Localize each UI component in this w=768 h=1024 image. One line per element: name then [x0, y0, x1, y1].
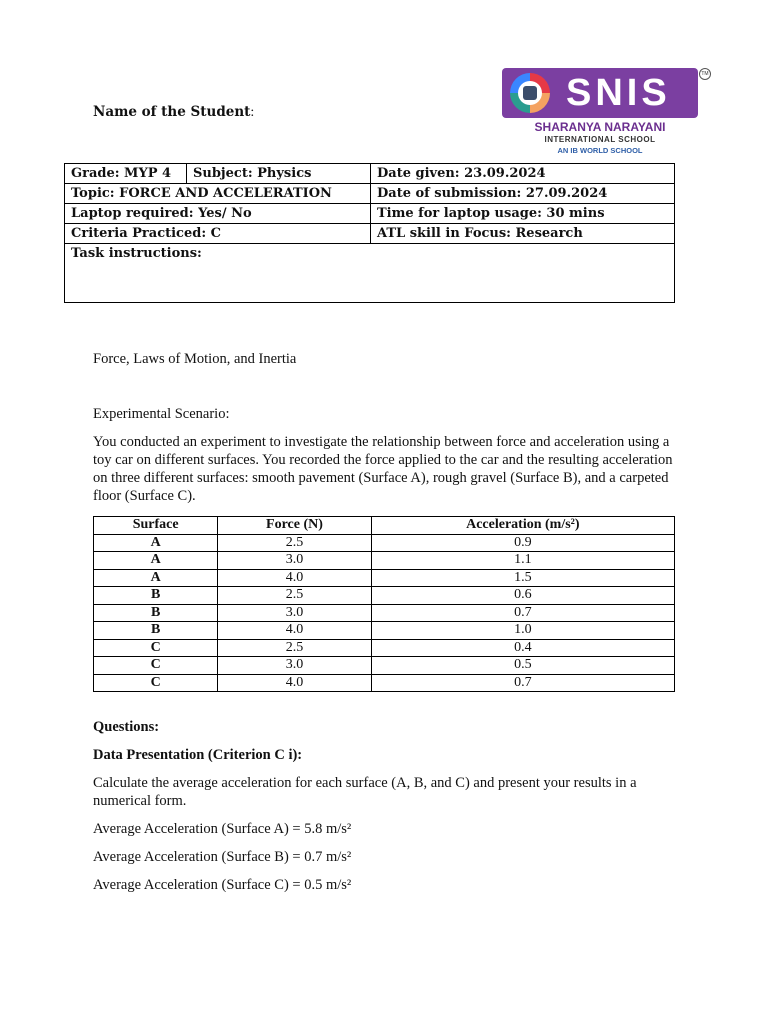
logo-trademark: TM — [699, 68, 711, 80]
surface-cell: B — [94, 587, 218, 605]
table-row — [94, 674, 675, 692]
task-instructions-cell: Task instructions: — [65, 244, 675, 303]
grade-cell: Grade: MYP 4 — [65, 164, 187, 184]
question-text: Calculate the average acceleration for each surface (A, B, and C) and present your results in a numerical form. — [93, 775, 637, 809]
scenario-label: Experimental Scenario: — [93, 406, 230, 422]
header-force: Force (N) — [218, 517, 371, 535]
acceleration-cell: 1.0 — [371, 622, 674, 640]
section-heading: Force, Laws of Motion, and Inertia — [93, 351, 297, 367]
logo-line3: AN IB WORLD SCHOOL — [557, 146, 643, 155]
force-cell: 2.5 — [218, 534, 371, 552]
date-submission-cell: Date of submission: 27.09.2024 — [371, 184, 675, 204]
surface-cell: B — [94, 604, 218, 622]
acceleration-cell: 0.7 — [371, 604, 674, 622]
acceleration-cell: 0.7 — [371, 674, 674, 692]
acceleration-cell: 1.1 — [371, 552, 674, 570]
logo-name: SNIS — [566, 72, 671, 114]
acceleration-cell: 1.5 — [371, 569, 674, 587]
acceleration-cell: 0.6 — [371, 587, 674, 605]
scenario-paragraph: You conducted an experiment to investigate the relationship between force and acceleration using a toy car on different surfaces. You recorded the force applied to the car and the resulting acceleration on three different surfaces: smooth pavement (Surface A), rough gravel (Surface B), and a carpeted floor (Surface C). — [93, 434, 673, 504]
force-cell: 3.0 — [218, 604, 371, 622]
laptop-time-cell: Time for laptop usage: 30 mins — [371, 204, 675, 224]
force-cell: 3.0 — [218, 552, 371, 570]
date-given-cell: Date given: 23.09.2024 — [371, 164, 675, 184]
force-cell: 4.0 — [218, 622, 371, 640]
force-cell: 4.0 — [218, 569, 371, 587]
acceleration-cell: 0.5 — [371, 657, 674, 675]
criterion-label: Data Presentation (Criterion C i): — [93, 747, 303, 763]
atl-cell: ATL skill in Focus: Research — [371, 224, 675, 244]
force-cell: 3.0 — [218, 657, 371, 675]
header-surface: Surface — [94, 517, 218, 535]
surface-cell: C — [94, 639, 218, 657]
surface-cell: A — [94, 569, 218, 587]
table-row — [94, 534, 675, 552]
assignment-info-table — [64, 163, 675, 303]
acceleration-cell: 0.9 — [371, 534, 674, 552]
student-name-colon: : — [250, 105, 255, 120]
header-acceleration: Acceleration (m/s²) — [371, 517, 674, 535]
force-cell: 4.0 — [218, 674, 371, 692]
logo-line1: SHARANYA NARAYANI — [534, 120, 666, 134]
topic-cell: Topic: FORCE AND ACCELERATION — [65, 184, 371, 204]
logo-banner — [502, 68, 698, 118]
surface-cell: B — [94, 622, 218, 640]
table-row — [94, 552, 675, 570]
table-row — [94, 569, 675, 587]
force-cell: 2.5 — [218, 639, 371, 657]
table-row — [94, 639, 675, 657]
student-name-label: Name of the Student — [93, 104, 251, 120]
laptop-cell: Laptop required: Yes/ No — [65, 204, 371, 224]
table-row — [94, 604, 675, 622]
answer-surface-b: Average Acceleration (Surface B) = 0.7 m/s² — [93, 849, 352, 865]
surface-cell: A — [94, 552, 218, 570]
student-name-line — [93, 104, 254, 121]
table-row — [94, 587, 675, 605]
table-row — [94, 622, 675, 640]
subject-cell: Subject: Physics — [187, 164, 371, 184]
questions-label: Questions: — [93, 719, 160, 735]
surface-cell: A — [94, 534, 218, 552]
experiment-data-table — [93, 516, 675, 692]
logo-emblem-icon — [510, 73, 550, 113]
surface-cell: C — [94, 674, 218, 692]
table-row — [94, 657, 675, 675]
answer-surface-a: Average Acceleration (Surface A) = 5.8 m/s² — [93, 821, 352, 837]
answer-surface-c: Average Acceleration (Surface C) = 0.5 m/s² — [93, 877, 352, 893]
surface-cell: C — [94, 657, 218, 675]
logo-line2: INTERNATIONAL SCHOOL — [544, 135, 656, 144]
school-logo — [502, 68, 712, 158]
criteria-cell: Criteria Practiced: C — [65, 224, 371, 244]
acceleration-cell: 0.4 — [371, 639, 674, 657]
force-cell: 2.5 — [218, 587, 371, 605]
